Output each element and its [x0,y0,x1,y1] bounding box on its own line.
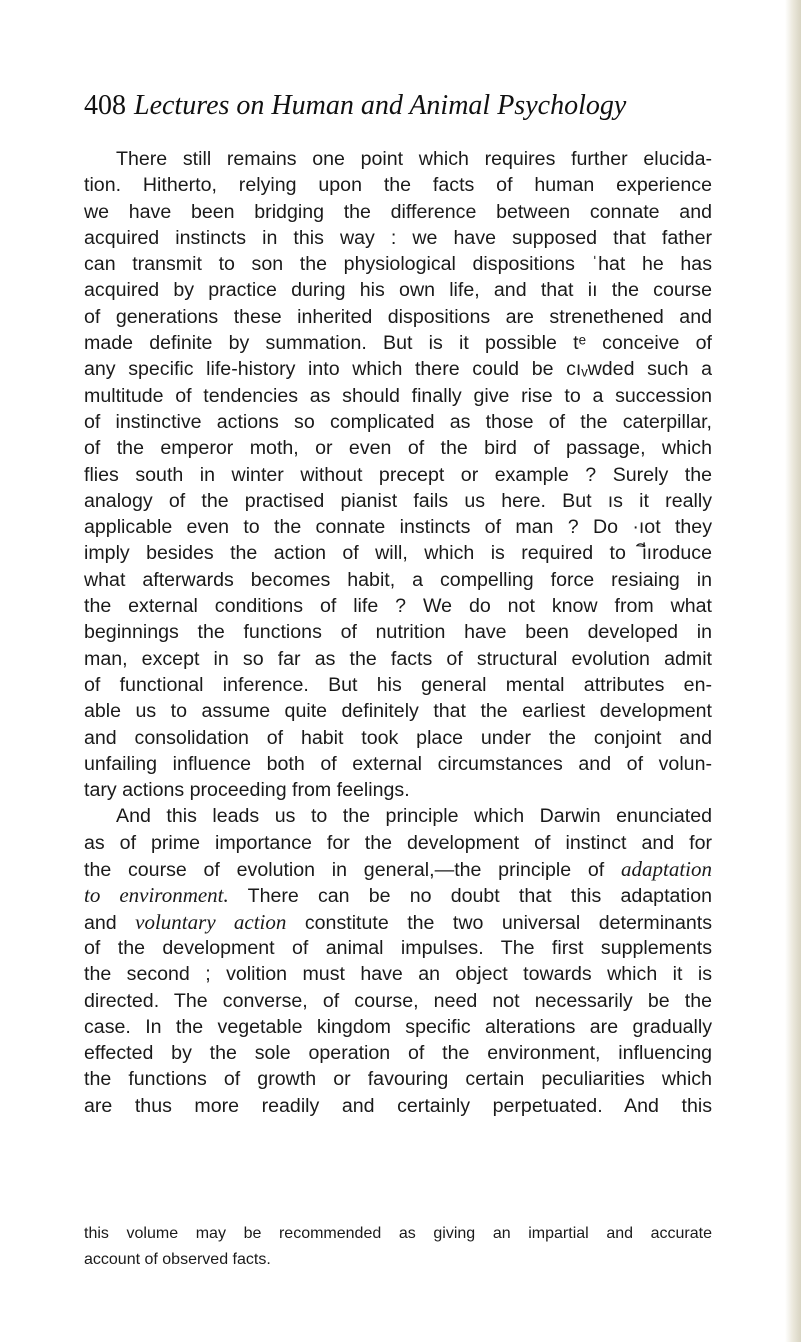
text-line: as of prime importance for the development of instinct and for [84,831,712,854]
text-line: the functions of growth or favouring certain peculiarities which [84,1068,712,1091]
body-text [84,146,712,1119]
page-number: 408 [84,90,126,121]
text-line: can transmit to son the physiological dispositions ˈhat he has [84,253,712,276]
text-line: the external conditions of life ? We do not know from what [84,595,712,618]
text-run: There can be no doubt that this adaptation [228,885,712,908]
footnote-line: account of observed facts. [84,1251,271,1269]
text-line: multitude of tendencies as should finally give rise to a succession [84,384,712,407]
paragraph-1 [84,146,712,803]
text-line: able us to assume quite definitely that the earliest development [84,700,712,723]
text-line: of instinctive actions so complicated as those of the caterpillar, [84,410,712,433]
text-line [84,882,712,908]
text-line [84,856,712,882]
text-line: applicable even to the connate instincts of man ? Do ·ıot they [84,516,712,539]
text-line: any specific life-history into which there could be cıᵥwded such a [84,358,712,381]
text-line: we have been bridging the difference between connate and [84,200,712,223]
italic-term: voluntary action [135,909,287,934]
text-line: the second ; volition must have an object towards which it is [84,963,712,986]
text-line: tion. Hitherto, relying upon the facts of human experience [84,174,712,197]
italic-term: to environment. [84,883,229,908]
text-line: imply besides the action of will, which is required to iีıroduce [84,542,712,565]
page-edge [785,0,801,1342]
text-line: acquired by practice during his own life, and that iı the course [84,279,712,302]
text-line: what afterwards becomes habit, a compelling force resiaing in [84,568,712,591]
text-line: acquired instincts in this way : we have supposed that father [84,226,712,249]
text-line: of the development of animal impulses. The first supplements [84,936,712,959]
footnote-line: this volume may be recommended as giving an impartial and accurate [84,1225,712,1242]
text-run: and [84,911,136,934]
text-line: analogy of the practised pianist fails us here. But ıѕ it really [84,489,712,512]
text-line: effected by the sole operation of the environment, influencing [84,1042,712,1065]
text-line: of the emperor moth, or even of the bird of passage, which [84,437,712,460]
text-line: of functional inference. But his general mental attributes en- [84,673,712,696]
paragraph-2 [84,803,712,1119]
text-line: of generations these inherited dispositions are strenethened and [84,305,712,328]
italic-term: adaptation [620,857,712,882]
text-run: constitute the two universal determinants [286,911,712,934]
running-title: Lectures on Human and Animal Psychology [134,90,627,121]
text-line: tary actions proceeding from feelings. [84,779,410,802]
text-line: man, except in so far as the facts of structural evolution admit [84,647,712,670]
text-line: beginnings the functions of nutrition have been developed in [84,621,712,644]
text-line: directed. The converse, of course, need not necessarily be the [84,989,712,1012]
text-line: are thus more readily and certainly perpetuated. And this [84,1094,712,1117]
text-line: flies south in winter without precept or example ? Surely the [84,463,712,486]
text-run: the course of evolution in general,—the principle of [84,859,621,882]
text-line: case. In the vegetable kingdom specific alterations are gradually [84,1015,712,1038]
text-line: unfailing influence both of external circumstances and of volun- [84,752,712,775]
text-line: made definite by summation. But is it possible tᵉ conceive of [84,332,712,355]
text-line: and consolidation of habit took place under the conjoint and [84,726,712,749]
text-line [84,909,712,935]
text-line: There still remains one point which requires further elucida- [116,148,712,170]
running-header [84,90,724,122]
text-line: And this leads us to the principle which Darwin enunciated [116,805,712,828]
footnote [84,1223,712,1276]
